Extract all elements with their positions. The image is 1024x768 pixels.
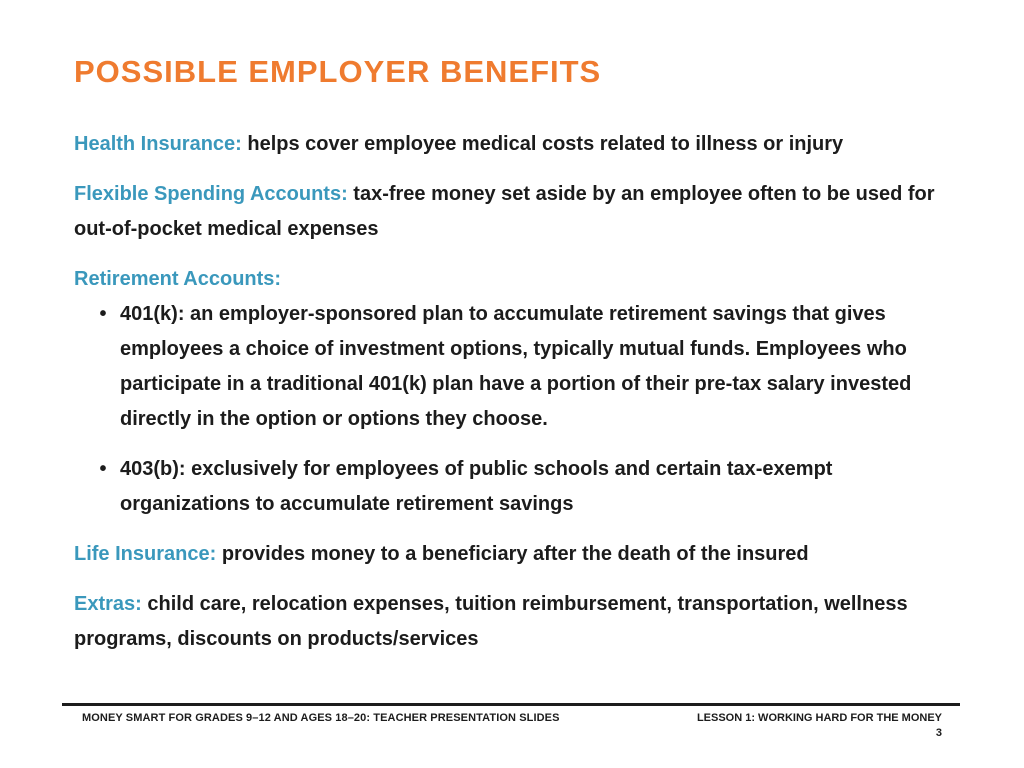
footer-divider	[62, 703, 960, 706]
benefit-retirement-accounts	[74, 262, 964, 297]
page-number: 3	[935, 727, 942, 739]
benefit-term: Extras:	[74, 593, 142, 615]
benefit-health-insurance	[74, 127, 964, 162]
benefit-extras	[74, 587, 964, 657]
list-item-401k	[74, 297, 964, 437]
footer-lesson-title: LESSON 1: WORKING HARD FOR THE MONEY	[696, 712, 942, 724]
footer-series-title: MONEY SMART FOR GRADES 9–12 AND AGES 18–20: TEACHER PRESENTATION SLIDES	[82, 712, 560, 724]
benefit-term: Health Insurance:	[74, 133, 242, 155]
benefit-life-insurance	[74, 537, 964, 572]
list-item-text: 401(k): an employer-sponsored plan to accumulate retirement savings that gives employees a choice of investment options, typically mutual funds. Employees who participate in a traditional 401(k) plan have a portion of their pre-tax salary invested directly in the option or options they choose.	[120, 303, 912, 430]
retirement-list	[74, 297, 964, 522]
benefit-description: helps cover employee medical costs related to illness or injury	[241, 133, 844, 155]
list-item-403b	[74, 452, 964, 522]
bullet-icon: •	[99, 458, 107, 480]
benefit-term: Life Insurance:	[74, 543, 217, 565]
slide-title: POSSIBLE EMPLOYER BENEFITS	[74, 54, 602, 89]
benefit-term: Retirement Accounts:	[74, 268, 282, 290]
bullet-icon: •	[99, 303, 107, 325]
benefit-description: child care, relocation expenses, tuition reimbursement, transportation, wellness programs, discounts on products/services	[74, 593, 908, 650]
benefit-description: provides money to a beneficiary after the death of the insured	[216, 543, 809, 565]
benefit-term: Flexible Spending Accounts:	[74, 183, 348, 205]
slide-content	[74, 127, 964, 672]
list-item-text: 403(b): exclusively for employees of public schools and certain tax-exempt organizations to accumulate retirement savings	[120, 458, 833, 515]
benefit-description: tax-free money set aside by an employee often to be used for out-of-pocket medical expenses	[74, 183, 935, 240]
benefit-flexible-spending	[74, 177, 964, 247]
